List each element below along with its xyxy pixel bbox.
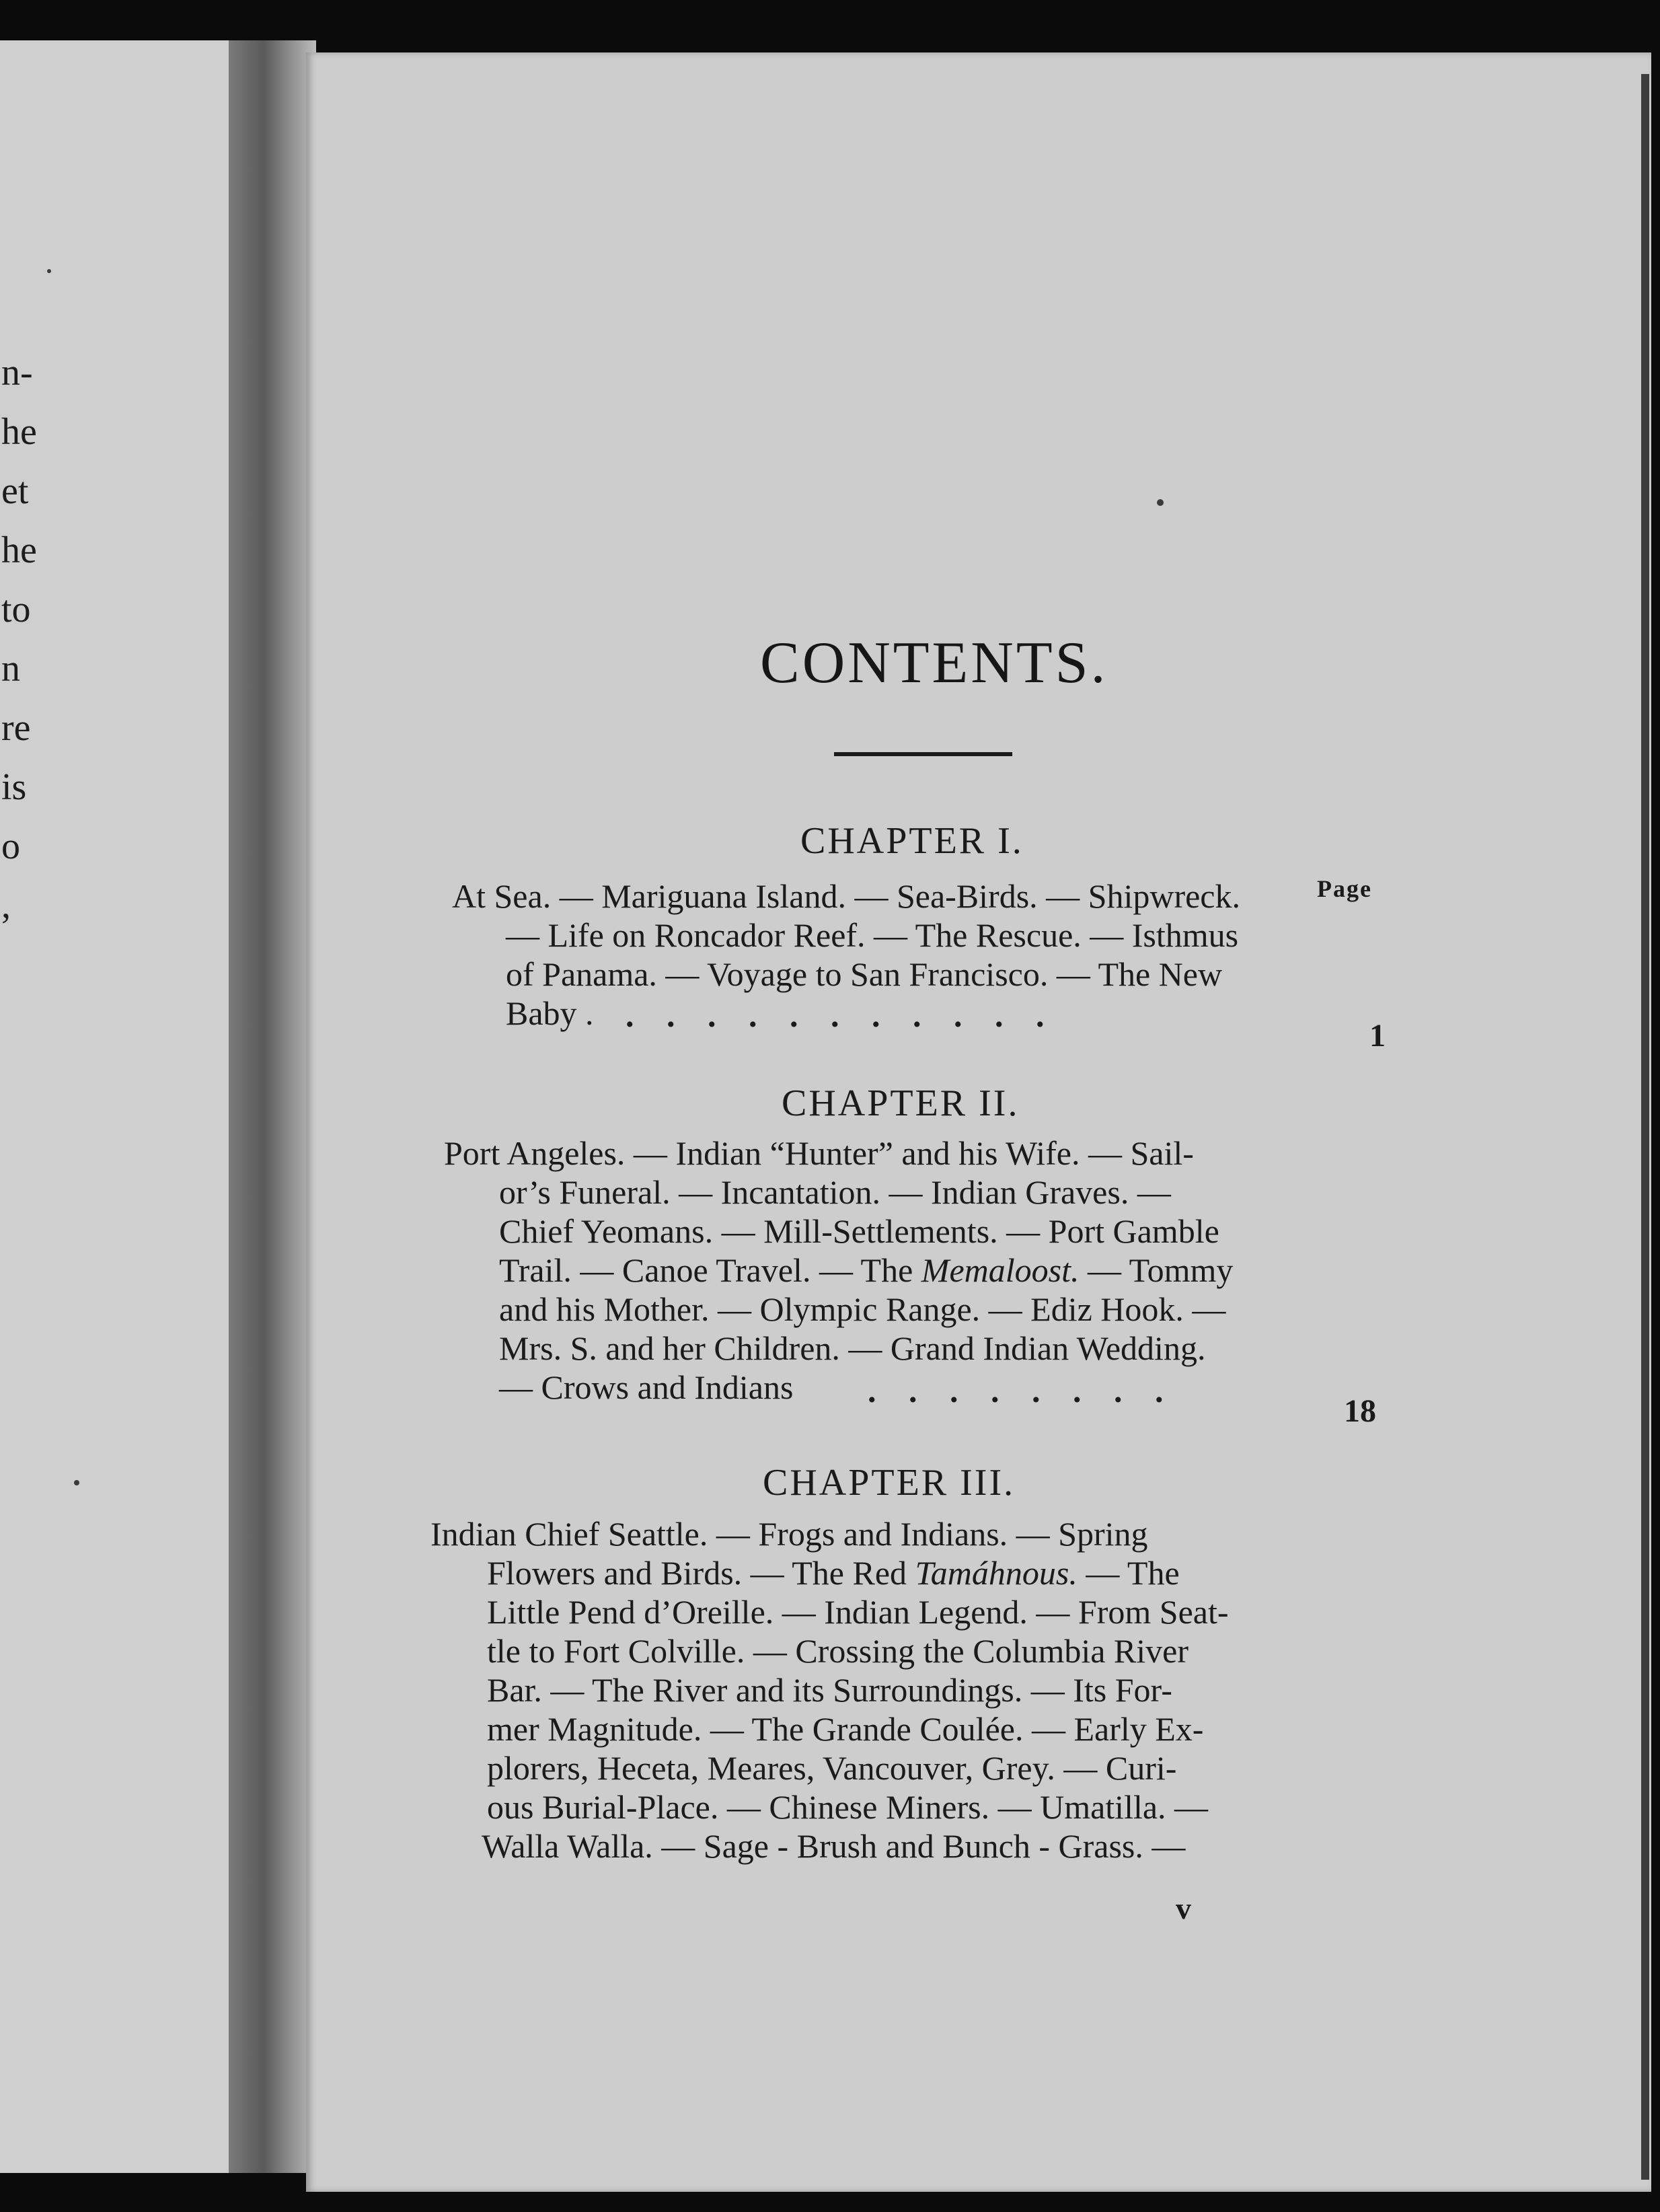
toc-line: ous Burial-Place. — Chinese Miners. — Umatilla. — <box>487 1788 1209 1826</box>
page-column-label: Page <box>1317 875 1372 902</box>
toc-line: Walla Walla. — Sage - Brush and Bunch - Grass. — <box>482 1827 1186 1865</box>
toc-line-text: — The <box>1077 1554 1180 1592</box>
toc-line: Baby . <box>506 994 594 1032</box>
print-speck <box>74 1480 79 1485</box>
edge-fragment: he <box>1 411 37 453</box>
toc-line-text: Flowers and Birds. — The Red <box>487 1554 915 1592</box>
edge-fragment: o <box>1 825 20 867</box>
toc-line: and his Mother. — Olympic Range. — Ediz Hook. — <box>499 1290 1226 1328</box>
toc-line: — Crows and Indians <box>499 1368 794 1406</box>
edge-fragment: , <box>1 885 11 926</box>
toc-line: At Sea. — Mariguana Island. — Sea-Birds. — Shipwreck. <box>452 877 1240 915</box>
dot-leaders: . . . . . . . . <box>868 1372 1176 1409</box>
toc-line: Chief Yeomans. — Mill-Settlements. — Port Gamble <box>499 1212 1219 1250</box>
toc-line: or’s Funeral. — Incantation. — Indian Graves. — <box>499 1173 1171 1211</box>
chapter-heading: CHAPTER II. <box>782 1082 1020 1124</box>
toc-line: mer Magnitude. — The Grande Coulée. — Early Ex- <box>487 1710 1204 1748</box>
edge-fragment: n- <box>1 352 33 394</box>
folio-page-number: v <box>1176 1891 1191 1925</box>
toc-line: tle to Fort Colville. — Crossing the Columbia River <box>487 1632 1189 1670</box>
toc-line: Bar. — The River and its Surroundings. — Its For- <box>487 1671 1172 1709</box>
italic-term: Tamáhnous. <box>915 1554 1078 1592</box>
toc-line-text: Trail. — Canoe Travel. — The <box>499 1251 921 1289</box>
toc-line: plorers, Heceta, Meares, Vancouver, Grey. — Curi- <box>487 1749 1177 1787</box>
left-facing-page <box>0 40 252 2173</box>
edge-fragment: re <box>1 707 31 749</box>
toc-line: of Panama. — Voyage to San Francisco. — The New <box>506 955 1223 993</box>
page-title: CONTENTS. <box>760 630 1108 696</box>
toc-line: Mrs. S. and her Children. — Grand Indian Wedding. <box>499 1329 1206 1367</box>
page-edge <box>1641 74 1649 2180</box>
edge-fragment: n <box>1 648 20 690</box>
print-speck <box>47 269 51 273</box>
edge-fragment: et <box>1 470 29 512</box>
edge-fragment: is <box>1 766 27 808</box>
edge-fragment: to <box>1 589 31 630</box>
toc-line: — Life on Roncador Reef. — The Rescue. — Isthmus <box>506 916 1239 954</box>
toc-line: Port Angeles. — Indian “Hunter” and his Wife. — Sail- <box>444 1134 1194 1172</box>
italic-term: Memaloost. <box>921 1251 1080 1289</box>
toc-line-text: — Tommy <box>1079 1251 1234 1289</box>
edge-fragment: he <box>1 529 37 571</box>
print-speck <box>1157 499 1164 506</box>
chapter-heading: CHAPTER I. <box>800 820 1024 862</box>
toc-line: Indian Chief Seattle. — Frogs and Indians. — Spring <box>430 1515 1148 1553</box>
toc-line <box>487 1553 1180 1593</box>
toc-line <box>499 1250 1233 1290</box>
page-number: 18 <box>1344 1393 1376 1429</box>
chapter-heading: CHAPTER III. <box>763 1462 1016 1504</box>
page-number: 1 <box>1369 1018 1386 1054</box>
title-rule <box>834 752 1012 756</box>
dot-leaders: . . . . . . . . . . . <box>626 996 1057 1034</box>
book-gutter-shadow <box>229 40 316 2173</box>
toc-line: Little Pend d’Oreille. — Indian Legend. — From Seat- <box>487 1593 1229 1631</box>
